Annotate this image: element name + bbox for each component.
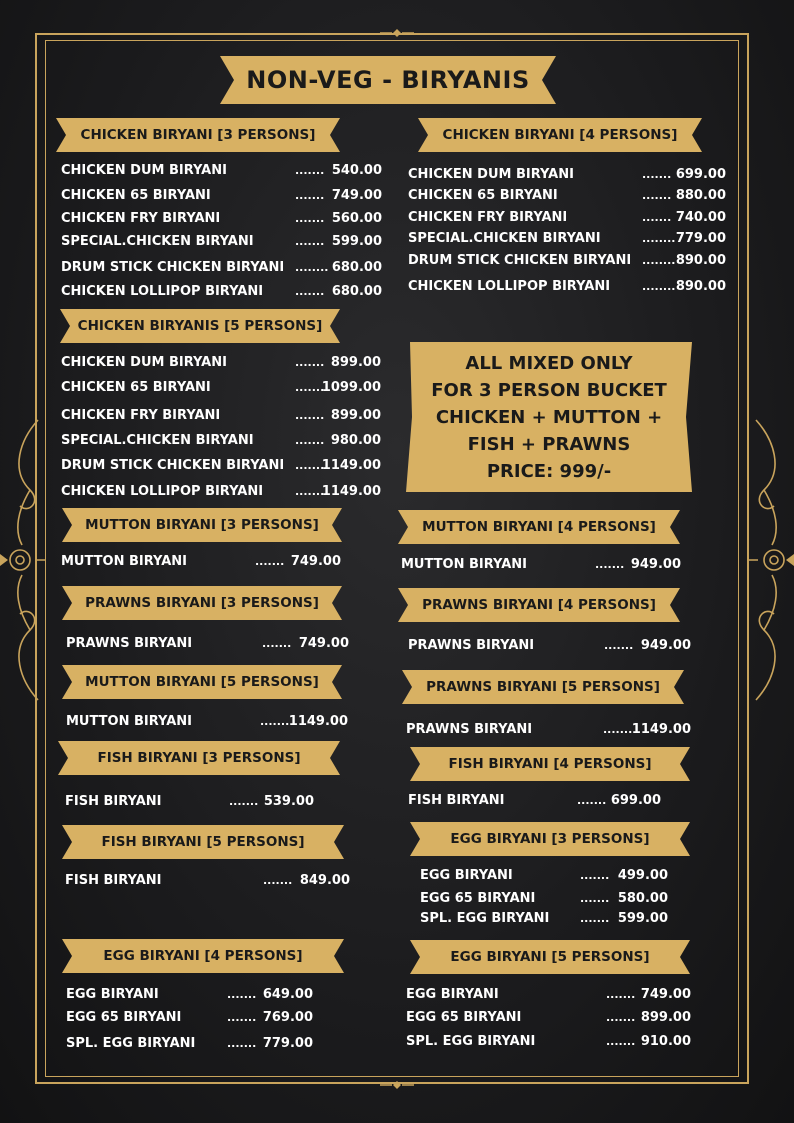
section-heading: MUTTON BIRYANI [3 PERSONS] — [85, 517, 319, 533]
menu-item-price: 980.00 — [330, 433, 381, 448]
leader-dots: ....... — [295, 212, 325, 225]
menu-item-name: PRAWNS BIRYANI — [408, 638, 535, 653]
leader-dots: ....... — [295, 409, 325, 422]
section-heading-ribbon — [398, 510, 680, 544]
leader-dots: ....... — [603, 723, 633, 736]
leader-dots: ....... — [263, 874, 293, 887]
section-heading-ribbon — [410, 822, 690, 856]
leader-dots: ........ — [295, 459, 329, 472]
leader-dots: ....... — [227, 988, 257, 1001]
menu-item-name: CHICKEN 65 BIRYANI — [408, 188, 558, 203]
leader-dots: ....... — [295, 235, 325, 248]
leader-dots: ....... — [295, 164, 325, 177]
menu-item-name: CHICKEN 65 BIRYANI — [61, 380, 211, 395]
offer-line-2: FOR 3 PERSON BUCKET — [431, 380, 667, 401]
menu-item-name: CHICKEN 65 BIRYANI — [61, 188, 211, 203]
menu-item-price: 890.00 — [675, 279, 726, 294]
menu-item-name: EGG 65 BIRYANI — [406, 1010, 522, 1025]
leader-dots: ....... — [595, 558, 625, 571]
section-heading-ribbon — [60, 309, 340, 343]
menu-item-name: EGG BIRYANI — [406, 987, 499, 1002]
section-heading: EGG BIRYANI [5 PERSONS] — [450, 949, 650, 965]
menu-item-name: SPL. EGG BIRYANI — [66, 1036, 196, 1051]
menu-item-price: 749.00 — [298, 636, 349, 651]
section-heading: CHICKEN BIRYANI [3 PERSONS] — [80, 127, 316, 143]
menu-item-price: 649.00 — [262, 987, 313, 1002]
leader-dots: ........ — [642, 254, 676, 267]
page-title: NON-VEG - BIRYANIS — [246, 66, 530, 94]
section-heading-ribbon — [62, 586, 342, 620]
leader-dots: ........ — [295, 485, 329, 498]
menu-item-name: DRUM STICK CHICKEN BIRYANI — [408, 253, 632, 268]
menu-item-name: CHICKEN DUM BIRYANI — [408, 167, 574, 182]
menu-item-price: 599.00 — [331, 234, 382, 249]
menu-item-name: CHICKEN DUM BIRYANI — [61, 163, 227, 178]
leader-dots: ....... — [295, 189, 325, 202]
offer-line-3: CHICKEN + MUTTON + — [435, 407, 663, 428]
menu-item-price: 849.00 — [299, 873, 350, 888]
section-heading-ribbon — [410, 940, 690, 974]
menu-item-name: CHICKEN LOLLIPOP BIRYANI — [61, 484, 264, 499]
menu-item-price: 540.00 — [331, 163, 382, 178]
section-heading: FISH BIRYANI [5 PERSONS] — [101, 834, 305, 850]
section-heading-ribbon — [56, 118, 340, 152]
section-heading: EGG BIRYANI [3 PERSONS] — [450, 831, 650, 847]
section-heading-ribbon — [402, 670, 684, 704]
menu-item-price: 599.00 — [617, 911, 668, 926]
leader-dots: ....... — [606, 988, 636, 1001]
menu-item-price: 749.00 — [640, 987, 691, 1002]
menu-item-name: FISH BIRYANI — [408, 793, 505, 808]
leader-dots: ....... — [580, 869, 610, 882]
menu-item-name: EGG 65 BIRYANI — [66, 1010, 182, 1025]
leader-dots: ....... — [642, 189, 672, 202]
menu-item-name: SPECIAL.CHICKEN BIRYANI — [61, 234, 254, 249]
menu-item-price: 539.00 — [263, 794, 314, 809]
leader-dots: ....... — [580, 912, 610, 925]
leader-dots: ....... — [255, 555, 285, 568]
menu-item-name: DRUM STICK CHICKEN BIRYANI — [61, 458, 285, 473]
menu-item-price: 949.00 — [630, 557, 681, 572]
mixed-bucket-offer — [406, 342, 692, 492]
leader-dots: ....... — [262, 637, 292, 650]
section-heading: FISH BIRYANI [3 PERSONS] — [97, 750, 301, 766]
menu-item-name: CHICKEN FRY BIRYANI — [61, 211, 221, 226]
leader-dots: ....... — [227, 1037, 257, 1050]
menu-item-price: 1149.00 — [321, 458, 381, 473]
section-heading-ribbon — [62, 508, 342, 542]
leader-dots: ....... — [295, 381, 325, 394]
menu-item-price: 740.00 — [675, 210, 726, 225]
menu-item-price: 769.00 — [262, 1010, 313, 1025]
menu-item-price: 880.00 — [675, 188, 726, 203]
menu-item-name: EGG BIRYANI — [66, 987, 159, 1002]
menu-item-name: MUTTON BIRYANI — [401, 557, 527, 572]
section-heading-ribbon — [398, 588, 680, 622]
menu-item-name: CHICKEN LOLLIPOP BIRYANI — [408, 279, 611, 294]
section-heading: CHICKEN BIRYANI [4 PERSONS] — [442, 127, 678, 143]
leader-dots: ....... — [577, 794, 607, 807]
leader-dots: ....... — [604, 639, 634, 652]
menu-item-name: CHICKEN DUM BIRYANI — [61, 355, 227, 370]
section-heading: PRAWNS BIRYANI [5 PERSONS] — [426, 679, 660, 695]
menu-item-name: CHICKEN LOLLIPOP BIRYANI — [61, 284, 264, 299]
menu-item-name: MUTTON BIRYANI — [66, 714, 192, 729]
menu-item-price: 699.00 — [610, 793, 661, 808]
menu-item-price: 899.00 — [330, 355, 381, 370]
leader-dots: ....... — [229, 795, 259, 808]
menu-item-price: 779.00 — [262, 1036, 313, 1051]
leader-dots: ....... — [642, 211, 672, 224]
menu-item-price: 1149.00 — [288, 714, 348, 729]
menu-item-price: 749.00 — [290, 554, 341, 569]
menu-item-name: EGG 65 BIRYANI — [420, 891, 536, 906]
left-scroll-ornament-icon — [0, 410, 50, 710]
section-heading: EGG BIRYANI [4 PERSONS] — [103, 948, 303, 964]
menu-item-name: CHICKEN FRY BIRYANI — [408, 210, 568, 225]
right-scroll-ornament-icon — [744, 410, 794, 710]
menu-item-name: SPECIAL.CHICKEN BIRYANI — [408, 231, 601, 246]
menu-item-price: 680.00 — [331, 284, 382, 299]
section-heading: MUTTON BIRYANI [4 PERSONS] — [422, 519, 656, 535]
leader-dots: ....... — [295, 356, 325, 369]
menu-item-price: 910.00 — [640, 1034, 691, 1049]
menu-item-name: SPL. EGG BIRYANI — [420, 911, 550, 926]
section-heading-ribbon — [62, 825, 344, 859]
menu-item-price: 680.00 — [331, 260, 382, 275]
menu-item-price: 779.00 — [675, 231, 726, 246]
menu-item-name: EGG BIRYANI — [420, 868, 513, 883]
section-heading-ribbon — [410, 747, 690, 781]
section-heading-ribbon — [418, 118, 702, 152]
menu-item-name: CHICKEN FRY BIRYANI — [61, 408, 221, 423]
menu-item-name: DRUM STICK CHICKEN BIRYANI — [61, 260, 285, 275]
section-heading: FISH BIRYANI [4 PERSONS] — [448, 756, 652, 772]
offer-price: PRICE: 999/- — [486, 461, 612, 482]
menu-item-price: 580.00 — [617, 891, 668, 906]
leader-dots: ........ — [642, 280, 676, 293]
offer-line-4: FISH + PRAWNS — [467, 434, 631, 455]
leader-dots: ....... — [580, 892, 610, 905]
section-heading-ribbon — [62, 665, 342, 699]
section-heading: PRAWNS BIRYANI [4 PERSONS] — [422, 597, 656, 613]
section-heading-ribbon — [62, 939, 344, 973]
menu-item-price: 499.00 — [617, 868, 668, 883]
leader-dots: ....... — [606, 1035, 636, 1048]
top-ornament-icon — [380, 29, 414, 37]
title-banner — [220, 56, 556, 104]
section-heading: MUTTON BIRYANI [5 PERSONS] — [85, 674, 319, 690]
menu-item-price: 560.00 — [331, 211, 382, 226]
menu-item-name: PRAWNS BIRYANI — [406, 722, 533, 737]
section-heading: CHICKEN BIRYANIS [5 PERSONS] — [77, 318, 323, 334]
menu-item-price: 699.00 — [675, 167, 726, 182]
menu-item-price: 1149.00 — [631, 722, 691, 737]
menu-item-price: 899.00 — [330, 408, 381, 423]
menu-item-name: PRAWNS BIRYANI — [66, 636, 193, 651]
leader-dots: ....... — [295, 285, 325, 298]
menu-item-name: SPECIAL.CHICKEN BIRYANI — [61, 433, 254, 448]
section-heading-ribbon — [58, 741, 340, 775]
leader-dots: ........ — [642, 232, 676, 245]
menu-item-price: 890.00 — [675, 253, 726, 268]
bottom-ornament-icon — [380, 1081, 414, 1089]
leader-dots: ........ — [295, 261, 329, 274]
leader-dots: ....... — [642, 168, 672, 181]
menu-item-price: 1149.00 — [321, 484, 381, 499]
leader-dots: ....... — [260, 715, 290, 728]
menu-item-name: SPL. EGG BIRYANI — [406, 1034, 536, 1049]
section-heading: PRAWNS BIRYANI [3 PERSONS] — [85, 595, 319, 611]
leader-dots: ....... — [606, 1011, 636, 1024]
menu-item-price: 949.00 — [640, 638, 691, 653]
offer-line-1: ALL MIXED ONLY — [465, 353, 633, 374]
menu-item-name: MUTTON BIRYANI — [61, 554, 187, 569]
menu-item-name: FISH BIRYANI — [65, 794, 162, 809]
menu-item-price: 749.00 — [331, 188, 382, 203]
leader-dots: ....... — [227, 1011, 257, 1024]
menu-item-price: 1099.00 — [321, 380, 381, 395]
leader-dots: ....... — [295, 434, 325, 447]
menu-item-name: FISH BIRYANI — [65, 873, 162, 888]
menu-item-price: 899.00 — [640, 1010, 691, 1025]
